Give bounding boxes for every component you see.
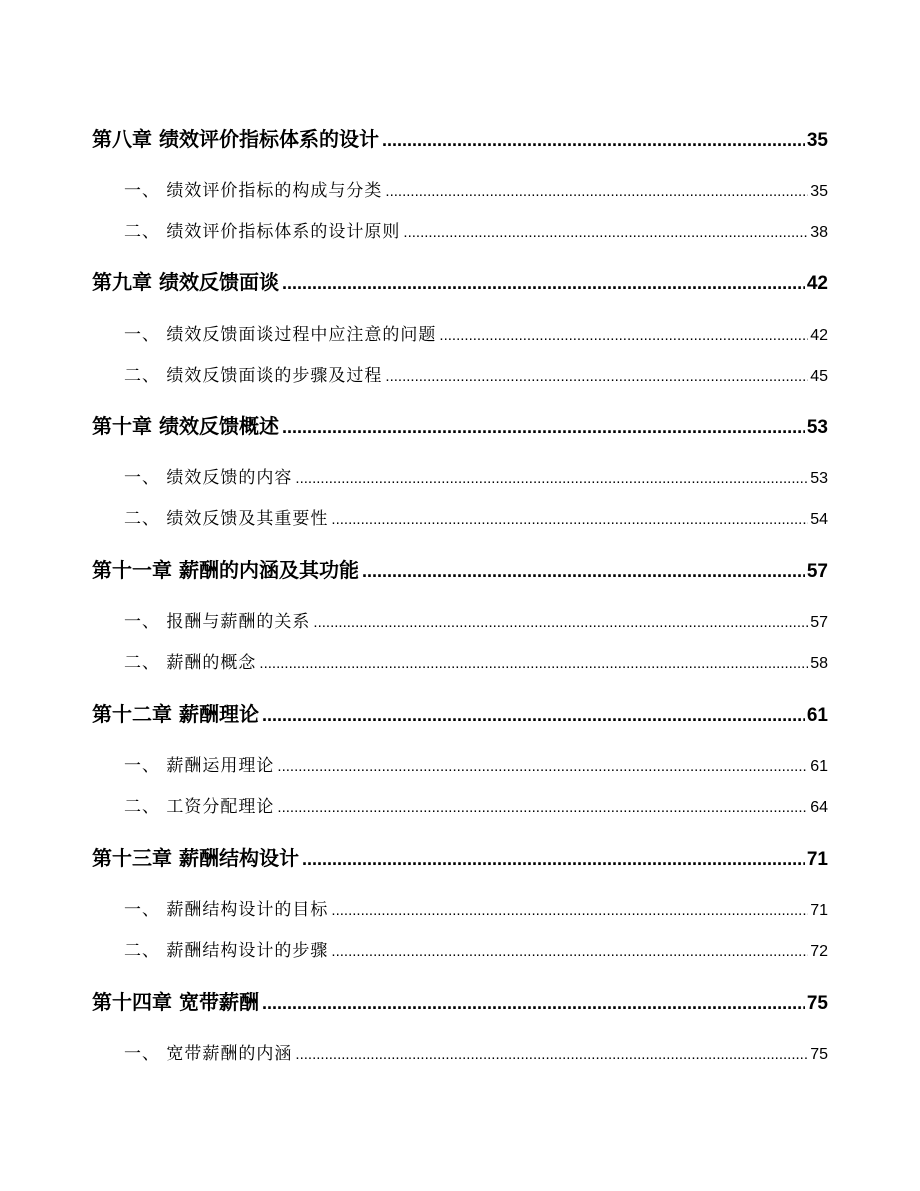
toc-page-number: 38	[810, 224, 828, 241]
toc-entry-title: 第十三章 薪酬结构设计	[92, 846, 299, 870]
toc-leader-dots	[262, 990, 805, 1014]
toc-page-number: 61	[810, 758, 828, 775]
toc-entry-title: 第十二章 薪酬理论	[92, 702, 259, 726]
toc-leader-dots	[277, 756, 808, 776]
toc-entry-title: 二、 绩效反馈面谈的步骤及过程	[124, 366, 383, 386]
toc-entry-title: 二、 薪酬结构设计的步骤	[124, 941, 329, 961]
toc-entry-title: 二、 工资分配理论	[124, 797, 275, 817]
toc-leader-dots	[277, 797, 808, 817]
toc-page-number: 64	[810, 799, 828, 816]
toc-entry-title: 一、 报酬与薪酬的关系	[124, 612, 311, 632]
toc-leader-dots	[313, 612, 808, 632]
toc-section-9-1[interactable]	[124, 320, 828, 345]
toc-entry-title: 一、 薪酬运用理论	[124, 756, 275, 776]
toc-leader-dots	[282, 414, 805, 438]
toc-leader-dots	[331, 900, 808, 920]
toc-page-number: 57	[810, 614, 828, 631]
toc-section-8-2[interactable]	[124, 217, 828, 242]
toc-entry-title: 第十章 绩效反馈概述	[92, 414, 279, 438]
toc-page-number: 35	[806, 130, 828, 151]
toc-page-number: 42	[806, 273, 828, 294]
toc-leader-dots	[262, 702, 805, 726]
toc-chapter-8[interactable]	[92, 123, 828, 152]
toc-entry-title: 一、 绩效评价指标的构成与分类	[124, 181, 383, 201]
toc-leader-dots	[439, 325, 808, 345]
toc-entry-title: 一、 宽带薪酬的内涵	[124, 1044, 293, 1064]
toc-page-number: 75	[810, 1046, 828, 1063]
toc-entry-title: 一、 绩效反馈面谈过程中应注意的问题	[124, 325, 437, 345]
toc-entry-title: 一、 绩效反馈的内容	[124, 468, 293, 488]
toc-entry-title: 二、 绩效评价指标体系的设计原则	[124, 222, 401, 242]
toc-chapter-10[interactable]	[92, 410, 828, 439]
toc-entry-title: 第十四章 宽带薪酬	[92, 990, 259, 1014]
toc-leader-dots	[382, 127, 805, 151]
toc-page-number: 35	[810, 183, 828, 200]
toc-section-9-2[interactable]	[124, 361, 828, 386]
toc-page-number: 71	[810, 902, 828, 919]
toc-leader-dots	[331, 509, 808, 529]
toc-chapter-14[interactable]	[92, 986, 828, 1015]
toc-leader-dots	[362, 558, 805, 582]
toc-page-number: 54	[810, 511, 828, 528]
toc-entry-title: 第九章 绩效反馈面谈	[92, 270, 279, 294]
toc-entry-title: 第八章 绩效评价指标体系的设计	[92, 127, 379, 151]
toc-section-8-1[interactable]	[124, 176, 828, 201]
toc-page-number: 45	[810, 368, 828, 385]
toc-entry-title: 一、 薪酬结构设计的目标	[124, 900, 329, 920]
toc-page-number: 71	[806, 849, 828, 870]
toc-section-10-1[interactable]	[124, 463, 828, 488]
toc-chapter-12[interactable]	[92, 698, 828, 727]
toc-page-number: 75	[806, 993, 828, 1014]
toc-leader-dots	[282, 270, 805, 294]
toc-leader-dots	[385, 366, 808, 386]
toc-leader-dots	[385, 181, 808, 201]
toc-page-number: 42	[810, 327, 828, 344]
toc-chapter-13[interactable]	[92, 842, 828, 871]
toc-section-13-1[interactable]	[124, 895, 828, 920]
toc-section-10-2[interactable]	[124, 504, 828, 529]
toc-page-number: 53	[810, 470, 828, 487]
toc-chapter-9[interactable]	[92, 266, 828, 295]
toc-section-14-1[interactable]	[124, 1039, 828, 1064]
toc-chapter-11[interactable]	[92, 554, 828, 583]
toc-entry-title: 第十一章 薪酬的内涵及其功能	[92, 558, 359, 582]
toc-leader-dots	[295, 1044, 808, 1064]
toc-entry-title: 二、 绩效反馈及其重要性	[124, 509, 329, 529]
toc-page-number: 58	[810, 655, 828, 672]
toc-page-number: 53	[806, 417, 828, 438]
toc-section-12-2[interactable]	[124, 792, 828, 817]
toc-page-number: 61	[806, 705, 828, 726]
toc-page-number: 57	[806, 561, 828, 582]
toc-page-number: 72	[810, 943, 828, 960]
toc-section-13-2[interactable]	[124, 936, 828, 961]
toc-section-11-2[interactable]	[124, 648, 828, 673]
toc-entry-title: 二、 薪酬的概念	[124, 653, 257, 673]
toc-section-12-1[interactable]	[124, 751, 828, 776]
toc-leader-dots	[403, 222, 808, 242]
toc-leader-dots	[295, 468, 808, 488]
toc-section-11-1[interactable]	[124, 607, 828, 632]
toc-leader-dots	[302, 846, 805, 870]
toc-leader-dots	[331, 941, 808, 961]
toc-leader-dots	[259, 653, 808, 673]
